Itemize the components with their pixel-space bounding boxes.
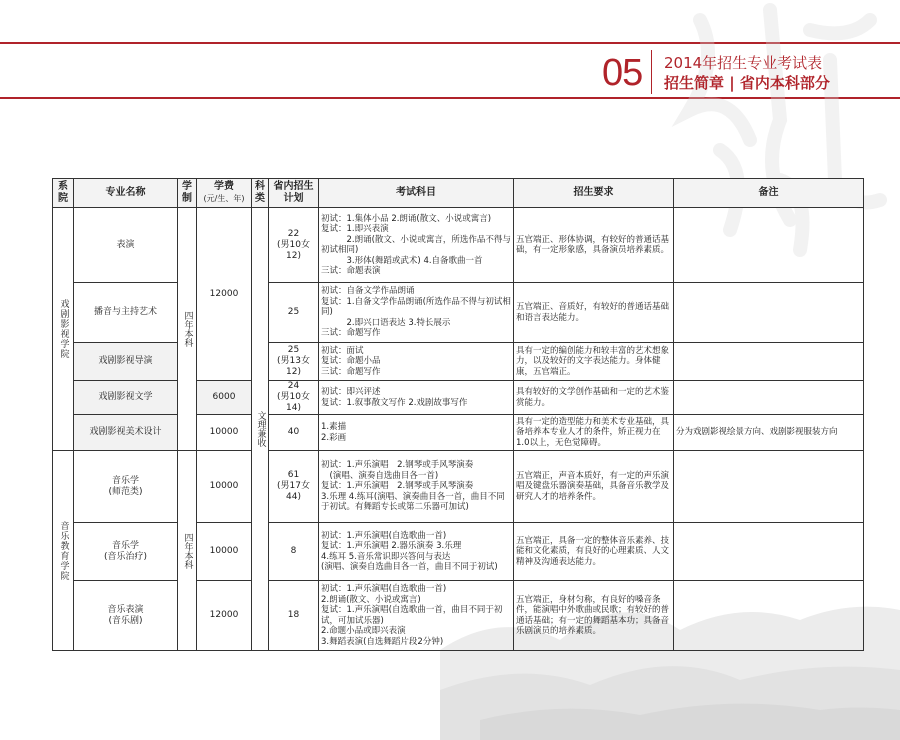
page-subtitle: 招生简章 | 省内本科部分 bbox=[664, 74, 830, 92]
header-fee bbox=[197, 179, 252, 208]
plan-cell: 8 bbox=[269, 523, 319, 581]
plan-cell: 25 (男13女12) bbox=[269, 343, 319, 381]
exam-cell: 初试：面试 复试：命题小品 三试：命题写作 bbox=[319, 343, 514, 381]
requirements-cell: 具有一定的造型能力和美术专业基础，具备培养本专业人才的条件，矫正视力在1.0以上，无色觉障碍。 bbox=[514, 415, 674, 451]
exam-cell: 初试：自备文学作品朗诵 复试：1.自备文学作品朗诵(所选作品不得与初试相同) 2.即兴口语表达 3.特长展示 三试：命题写作 bbox=[319, 283, 514, 343]
exam-cell: 初试：1.声乐演唱 2.钢琴或手风琴演奏 (演唱、演奏自选曲目各一首) 复试：1.声乐演唱 2.钢琴或手风琴演奏 3.乐理 4.练耳(演唱、演奏曲目各一首，曲目不同于初试。有舞蹈专长或第二乐器可加试) bbox=[319, 451, 514, 523]
major-cell: 表演 bbox=[74, 208, 178, 283]
requirements-cell: 五官端正、音质好，有较好的普通话基础和语言表达能力。 bbox=[514, 283, 674, 343]
table-row bbox=[53, 381, 864, 415]
dept-cell: 戏剧影视学院 bbox=[53, 208, 74, 451]
notes-cell bbox=[674, 451, 864, 523]
major-cell: 播音与主持艺术 bbox=[74, 283, 178, 343]
major-cell: 音乐学 (师范类) bbox=[74, 451, 178, 523]
dept-cell: 音乐教育学院 bbox=[53, 451, 74, 651]
page-number: 05 bbox=[602, 52, 643, 94]
major-cell: 音乐表演 (音乐剧) bbox=[74, 581, 178, 651]
header-fee-label: 学费 bbox=[214, 181, 234, 192]
category-cell: 文理兼收 bbox=[252, 208, 269, 651]
exam-cell: 初试：1.声乐演唱(自选歌曲一首) 复试：1.声乐演唱 2.器乐演奏 3.乐理 4.练耳 5.音乐常识即兴答问与表达 (演唱、演奏自选曲目各一首，曲目不同于初试) bbox=[319, 523, 514, 581]
header-fee-unit: (元/生、年) bbox=[203, 194, 245, 203]
notes-cell bbox=[674, 581, 864, 651]
table-row bbox=[53, 415, 864, 451]
header-category: 科类 bbox=[252, 179, 269, 208]
notes-cell bbox=[674, 523, 864, 581]
fee-cell: 10000 bbox=[197, 451, 252, 523]
major-cell: 戏剧影视文学 bbox=[74, 381, 178, 415]
fee-cell: 12000 bbox=[197, 208, 252, 381]
requirements-cell: 五官端正，具备一定的整体音乐素养、技能和文化素质，有良好的心理素质、人文精神及沟通表达能力。 bbox=[514, 523, 674, 581]
table-row bbox=[53, 581, 864, 651]
major-cell: 戏剧影视导演 bbox=[74, 343, 178, 381]
header-system: 学制 bbox=[178, 179, 197, 208]
major-cell: 音乐学 (音乐治疗) bbox=[74, 523, 178, 581]
header-divider bbox=[651, 50, 652, 94]
notes-cell bbox=[674, 343, 864, 381]
requirements-cell: 五官端正、形体协调，有较好的普通话基础，有一定形象感，具备演员培养素质。 bbox=[514, 208, 674, 283]
plan-cell: 61 (男17女44) bbox=[269, 451, 319, 523]
requirements-cell: 具有较好的文学创作基础和一定的艺术鉴赏能力。 bbox=[514, 381, 674, 415]
table-header-row bbox=[53, 179, 864, 208]
system-cell: 四年本科 bbox=[178, 451, 197, 651]
header-exam: 考试科目 bbox=[319, 179, 514, 208]
page-title: 2014年招生专业考试表 bbox=[664, 54, 823, 72]
fee-cell: 10000 bbox=[197, 523, 252, 581]
exam-cell: 初试：1.声乐演唱(自选歌曲一首) 2.朗诵(散文、小说或寓言) 复试：1.声乐演唱(自选歌曲一首，曲目不同于初试，可加试乐器) 2.命题小品或即兴表演 3.舞蹈表演(自选舞蹈片段2分钟) bbox=[319, 581, 514, 651]
plan-cell: 24 (男10女14) bbox=[269, 381, 319, 415]
notes-cell bbox=[674, 381, 864, 415]
exam-cell: 1.素描 2.彩画 bbox=[319, 415, 514, 451]
table-row bbox=[53, 283, 864, 343]
table-row bbox=[53, 208, 864, 283]
header-dept: 系院 bbox=[53, 179, 74, 208]
notes-cell bbox=[674, 208, 864, 283]
header-notes: 备注 bbox=[674, 179, 864, 208]
table-row bbox=[53, 523, 864, 581]
plan-cell: 18 bbox=[269, 581, 319, 651]
fee-cell: 12000 bbox=[197, 581, 252, 651]
requirements-cell: 五官端正，身材匀称，有良好的嗓音条件，能演唱中外歌曲或民歌；有较好的普通话基础；有一定的舞蹈基本功；具备音乐剧演员的培养素质。 bbox=[514, 581, 674, 651]
header-major: 专业名称 bbox=[74, 179, 178, 208]
notes-cell: 分为戏剧影视绘景方向、戏剧影视服装方向 bbox=[674, 415, 864, 451]
plan-cell: 40 bbox=[269, 415, 319, 451]
plan-cell: 22 (男10女12) bbox=[269, 208, 319, 283]
fee-cell: 10000 bbox=[197, 415, 252, 451]
plan-cell: 25 bbox=[269, 283, 319, 343]
fee-cell: 6000 bbox=[197, 381, 252, 415]
major-cell: 戏剧影视美术设计 bbox=[74, 415, 178, 451]
header-plan: 省内招生计划 bbox=[269, 179, 319, 208]
system-cell: 四年本科 bbox=[178, 208, 197, 451]
requirements-cell: 具有一定的编创能力和较丰富的艺术想象力，以及较好的文字表达能力。身体健康，五官端正。 bbox=[514, 343, 674, 381]
admission-exam-table bbox=[52, 178, 864, 651]
exam-cell: 初试：1.集体小品 2.朗诵(散文、小说或寓言) 复试：1.即兴表演 2.朗诵(散文、小说或寓言，所选作品不得与初试相同) 3.形体(舞蹈或武术) 4.自备歌曲一首 三试：命题表演 bbox=[319, 208, 514, 283]
exam-cell: 初试：即兴评述 复试：1.叙事散文写作 2.戏剧故事写作 bbox=[319, 381, 514, 415]
requirements-cell: 五官端正，声音本质好，有一定的声乐演唱及键盘乐器演奏基础，具备音乐教学及研究人才的培养条件。 bbox=[514, 451, 674, 523]
header-requirements: 招生要求 bbox=[514, 179, 674, 208]
notes-cell bbox=[674, 283, 864, 343]
table-row bbox=[53, 343, 864, 381]
table-row bbox=[53, 451, 864, 523]
